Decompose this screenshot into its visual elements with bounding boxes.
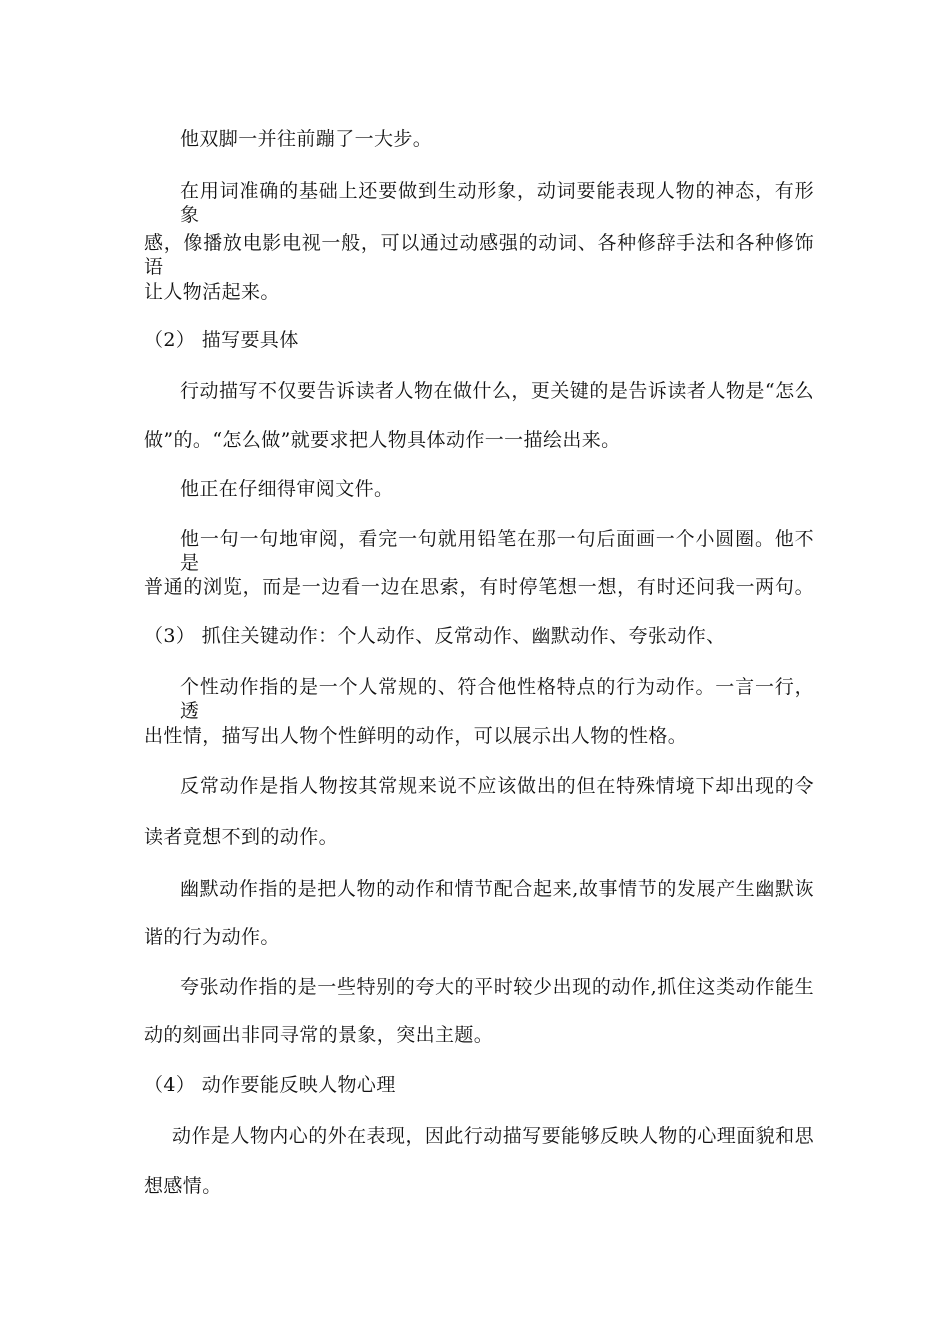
section-heading: （2） 描写要具体 — [144, 329, 299, 351]
paragraph-line: 他双脚一并往前蹦了一大步。 — [180, 128, 433, 150]
paragraph-line: 在用词准确的基础上还要做到生动形象，动词要能表现人物的神态，有形象 — [180, 180, 814, 226]
paragraph-line: 谐的行为动作。 — [144, 926, 280, 948]
paragraph-line: 动作是人物内心的外在表现，因此行动描写要能够反映人物的心理面貌和思 — [172, 1125, 814, 1147]
paragraph-line: 他一句一句地审阅，看完一句就用铅笔在那一句后面画一个小圆圈。他不是 — [180, 528, 814, 574]
paragraph-line: 读者竟想不到的动作。 — [144, 826, 339, 848]
paragraph-line: 夸张动作指的是一些特别的夸大的平时较少出现的动作,抓住这类动作能生 — [180, 976, 814, 998]
paragraph-line: 动的刻画出非同寻常的景象，突出主题。 — [144, 1024, 494, 1046]
section-heading: （3） 抓住关键动作：个人动作、反常动作、幽默动作、夸张动作、 — [144, 625, 726, 647]
paragraph-line: 让人物活起来。 — [144, 281, 280, 303]
section-heading: （4） 动作要能反映人物心理 — [144, 1074, 396, 1096]
paragraph-line: 个性动作指的是一个人常规的、符合他性格特点的行为动作。一言一行，透 — [180, 676, 814, 722]
paragraph-line: 行动描写不仅要告诉读者人物在做什么，更关键的是告诉读者人物是“怎么 — [180, 380, 814, 402]
paragraph-line: 幽默动作指的是把人物的动作和情节配合起来,故事情节的发展产生幽默诙 — [180, 878, 814, 900]
paragraph-line: 出性情，描写出人物个性鲜明的动作，可以展示出人物的性格。 — [144, 725, 688, 747]
paragraph-line: 他正在仔细得审阅文件。 — [180, 478, 394, 500]
paragraph-line: 感，像播放电影电视一般，可以通过动感强的动词、各种修辞手法和各种修饰语 — [144, 232, 814, 278]
paragraph-line: 反常动作是指人物按其常规来说不应该做出的但在特殊情境下却出现的令 — [180, 775, 814, 797]
paragraph-line: 想感情。 — [144, 1175, 222, 1197]
paragraph-line: 普通的浏览，而是一边看一边在思索，有时停笔想一想，有时还问我一两句。 — [144, 576, 814, 598]
paragraph-line: 做”的。“怎么做”就要求把人物具体动作一一描绘出来。 — [144, 429, 621, 451]
